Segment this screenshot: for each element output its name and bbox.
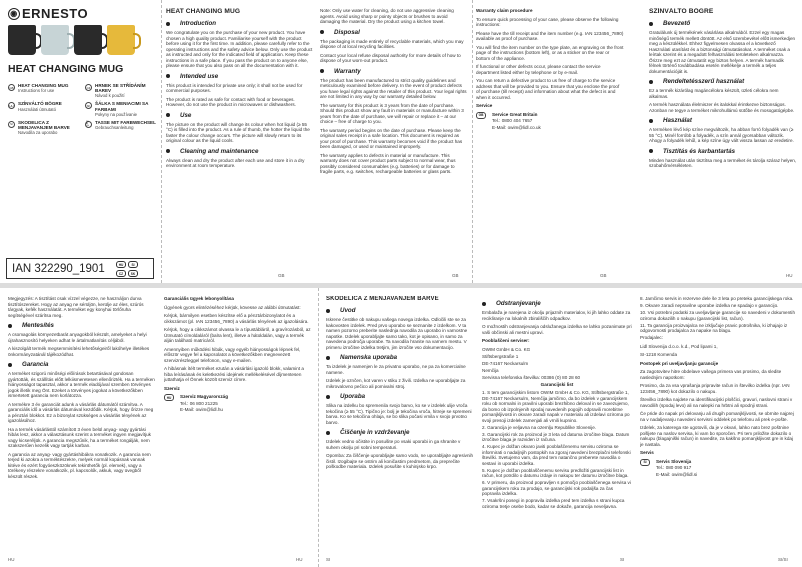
bullet-icon [649,22,653,26]
section-heading: Use [180,111,192,119]
si-claim-text-3: Številko izdelka najdete na identifikacijski ploščici, gravuri, naslovni strani v navodilih (spodaj levo) ali na nalepki na hrbtni ali spodnji strani. [640,397,793,408]
gb-claim-text-1: To ensure quick processing of your case, please observe the following instructions: [476,16,619,27]
list-item: 5. Kupec je dolžan pooblaščenemu servisu predložiti garancijski list in račun, kot potrdilo o datumu izdaje in nakupu ter datumu izročitve blaga. [482,467,629,478]
hu-warranty-text-4: A garancia az anyag- vagy gyártáshibákra vonatkozik. A garancia nem terjed ki azokra a terméktészekre, melyek normál kopásnak vannak kitéve és ezért fogyóeszközöknek tekinthetők (pl. elemek), vagy a törékeny részekre vonatkozik, pl. kapcsolók, akkuk, vagy üvegből készült részek. [8,451,151,479]
language-name: ŠÁLKA S MENIACIMI SA FARBAMI [95,101,149,112]
si-claim-text-4: Če pride do napak pri delovanju ali drugih pomanjkljivosti, se obrnite najprej na v nadaljevanju navedeni servisni oddelek po telefonu ali prek e-pošte. [640,411,794,422]
service-flag-icon: HU [164,394,174,401]
address-line: Lidl Slovenija d.o.o. k.d., Pod lipami 1, [640,343,718,349]
language-name: SKODELICA Z MENJAVANJEM BARVE [18,119,70,131]
flag-sk-icon: SK [86,103,91,108]
hu-warranty-heading [8,361,156,368]
si-service-block [640,459,796,479]
page-spread-back [0,288,802,567]
gb-intro-text: We congratulate you on the purchase of your new product. You have chosen a high quality product. Familiarise yourself with the product before using it for the first time. In addition, please carefully refer to the operating instructions and the safety advice below. Only use the product as instructed and only for the indicated field of application. Keep these instructions in a safe place. If you pass the product on to anyone else, please ensure that you also pass on all the documentation with it. [166,30,313,68]
si-intro-text: Iskrene čestitke ob nakupu vašega novega izdelka. Odločili ste se za kakovosten izdelek. Pred prvo uporabo se seznanite z izdelkom. V ta namen pozorno preberite naslednja navodila za uporabo in varnostne napotke. Izdelek uporabljajte samo tako, kot je opisano, in samo za navedena področja uporabe. Ta navodila hranite na varnem mestu. V primeru izročitve izdelka tretjim, jim izročite vso dokumentacijo. [326,317,468,350]
hu-column-1 [649,8,797,270]
bullet-icon [649,119,653,123]
si-intro-heading [326,307,474,314]
si-claim-text-1: Za zagotovitev hitre obdelave vašega primera vas prosimo, da sledite naslednjim napotkom: [640,369,782,380]
si-column-1 [326,296,474,554]
si-disposal-text-1: Embalaža je narejena iz okolju prijaznih materialov, ki jih lahko oddate za recikliranje na lokalnih zbirališčih odpadkov. [482,310,631,321]
si-warranty-list-cont [640,296,796,334]
bullet-icon [166,22,170,26]
service-name: Service Great Britain [492,111,538,117]
product-image [8,25,156,55]
list-item: 8. Jamčimo servis in rezervne dele še 3 leta po preteku garancijskega roka. [640,296,794,301]
page-footer: GB [600,273,607,278]
hu-disposal-text-2: A kiszolgált termék megsemmisítési lehetőségeiről lakóhelye illetékes önkormányzatánál tájékozódhat. [8,346,150,357]
gb-warranty-text-2: The warranty for this product is 3 years from the date of purchase. Should this product show any fault in materials or manufacture within 3 years from the date of purchase, we will repair or replace it – at our choice – free of charge to you. [320,102,464,124]
hu-use-text-1: Ez a termék kizárólag magáncélokra készült, üzleti célokra nem alkalmas. [649,88,779,99]
gb-claim-heading: Warranty claim procedure [476,8,533,13]
brand-logo-icon: ◉ [8,8,20,20]
bullet-icon [649,80,653,84]
list-item: 3. Garancijski rok za proizvod je 3 leta od datuma izročitve blaga. Datum izročitve blaga je razviden iz računa. [482,431,630,442]
service-name: Servis Slovenija [656,458,692,464]
si-use-text-1: Ta izdelek je namenjen le za privatno uporabo, ne pa za komercialne namene. [326,364,466,375]
service-phone: Tel.: 080 090 917 [656,465,692,470]
si-warranty-list [482,390,632,509]
mug-yellow-icon [107,25,135,55]
gb-warranty-text-1: The product has been manufactured to strict quality guidelines and meticulously examined before delivery. In the event of product defects you have legal rights against the retailer of this product. Your legal rights are not limited in any way by our warranty detailed below. [320,77,467,99]
bullet-icon [166,149,170,153]
section-heading: Használat [663,117,692,124]
gb-service-heading: Service [476,103,493,108]
si-maker-phone: Servisna telefonska številka: 00386 (0) 80 28 60 [482,374,581,380]
list-item: 1. S tem garancijskim listom OWIM GmbH & Co. KG, Stiftsbergstraße 1, DE-74167 Neckarsulm, Nemčija jamčimo, da bo izdelek v garancijskem roku ob normalni in pravilni uporabi brezhibno deloval in se zavezujemo, da bomo ob izpolnjenih spodaj navedenih pogojih odpravili morebitne pomanjkljivosti in okvare zaradi napak v materialu ali izdelavi oziroma po svoji presoji izdelek zamenjali ali vrnili kupnino. [482,390,630,423]
hu-warranty-text-2: A termékre 3 év garanciát adunk a vásárlás dátumától számítva. A garanciális idő a vásárlás dátumával kezdődik. Kérjük, hogy őrizze meg a pénztári blokkot. Ez a bizonylat szükséges a vásárlás tényének az igazolásához. [8,401,154,423]
page-footer: SI [620,557,625,562]
hu-intro-text: Gratulálunk új termékének vásárlása alkalmából. Ezzel egy magas minőségű termék mellett döntött. Az első üzembevétel előtt ismerkedjen meg a készülékkel. Ehhez figyelmesen olvassa el a következő Használati utasítást és a biztonsági útmutatásokat. A terméket csak a leírtak szerint és a megadott felhasználási területeken alkalmazza. Őrizze meg ezt az útmutatót egy biztos helyen. A termék harmadik félnek történő továbbadása esetén mellékelje a termék a teljes dokumentációját is. [649,30,796,74]
si-use2-text: Slika na izdelku bo spremenila svojo barvo, ko se v izdelek ulije vroča tekočina (≥ 55 °C). Tipično je: bolj je tekočina vroča, hitreje se spremeni barva. Ko se tekočina ohlaja, se bo slika počasi vrnila v svojo prvotno barvo. [326,403,472,425]
mug-black-2-icon [74,25,102,55]
section-heading: Namenska uporaba [340,354,398,361]
gb-claim-text-3: You will find the item number on the type plate, an engraving on the front page of the instructions (bottom left), or as a sticker on the rear or bottom of the appliance. [476,44,624,61]
section-heading: Bevezető [663,20,691,27]
language-name: SZÍNVÁLTÓ BÖGRE [18,101,62,107]
hu-cert-text-2: Kérjük, bármilyen esetben készítse elő a pénztárbizonylatot és a cikkszámot (pl. IAN 123456_7890) a vásárlás tényének az igazolására. [164,313,309,324]
page-footer: HU [8,557,15,562]
bullet-icon [8,324,12,328]
si-service-heading: Servis [640,450,654,455]
hu-cert-text-3: Kérjük, hogy a cikkszámot olvassa le a típustábláról, a gravírozásból, az Útmutató címoldaláról (balra lent), illetve a hátoldalán, vagy a termék alján található matricáról. [164,327,311,343]
si-seller-heading: Prodajalec: [640,335,663,340]
flag-cz-icon: CZ [86,85,91,90]
hu-clean-text: Minden használat után tisztítsa meg a terméket és tárolja száraz helyen, szobahőmérsékleten. [649,157,797,168]
page-spread-front [0,0,802,283]
page-footer: SI [326,557,331,562]
gb-disposal-text-2: Contact your local refuse disposal authority for more details of how to dispose of your worn-out product. [320,52,461,63]
language-item [8,83,79,98]
page-footer: HU [786,273,793,278]
section-heading: Uvod [340,307,356,314]
gb-claim-text-5: You can return a defective product to us free of charge to the service address that will be provided to you. Ensure that you enclose the proof of purchase (till receipt) and information about what the defect is and when it occurred. [476,78,620,100]
language-list [8,83,156,135]
bullet-icon [326,309,330,313]
hu-note-text: Megjegyzés: A tisztítást csak vízzel végezze, ne használjon durva tisztítószereket. Hogy az anyag ne sérüljön, kerülje az éles, szúrós tárgyak, kefék használatát. A terméket egy konyhai törlőruha segítségével szárítsa meg. [8,296,144,318]
badge-hu: HU [116,261,126,268]
bullet-icon [8,363,12,367]
list-item: 9. Okvare zaradi nepravilne uporabe izdelka ne spadajo v garancijo. [640,303,779,308]
bullet-icon [649,149,653,153]
hu-column-2 [8,296,156,554]
address-line: SI-1218 Komenda [640,352,678,357]
service-email[interactable]: E-Mail: owim@lidl.hu [180,407,223,412]
language-desc: Gebrauchsanleitung [95,125,134,131]
section-heading: Introduction [180,20,217,27]
language-item [8,120,79,135]
si-maker-heading: Pooblaščeni serviser: [482,338,530,343]
section-heading: Tisztítás és karbantartás [663,147,736,155]
service-name: Szerviz Magyarország [180,394,228,399]
bullet-icon [166,74,170,78]
list-item: 2. Garancija je veljavna na ozemlju Republike Slovenije. [482,424,597,430]
service-email[interactable]: E-Mail: owim@lidl.si [656,471,698,477]
gb-use-text-1: This product is intended for private use only; it shall not be used for commercial purposes. [166,82,303,93]
section-heading: Odstranjevanje [496,300,541,307]
language-name: TASSE MIT FARBWECHSEL [95,119,156,125]
section-heading: Garancia [22,361,49,368]
language-name: HRNEK SE STŘÍDÁNÍM BAREV [95,83,146,94]
page-divider [161,0,162,283]
si-maker-address [482,347,632,381]
gb-column-2 [320,8,468,270]
si-use-text-2: Izdelek je oznčen, kot varen v stiku z živili. Izdelka ne uporabljajte za mikrovalovno pečico ali pomivalni stroj. [326,378,466,389]
hu-intro-heading [649,20,797,27]
si-clean-heading [326,429,474,436]
service-email[interactable]: E-Mail: owim@lidl.co.uk [492,124,541,130]
hu-title: SZÍNVÁLTÓ BÖGRE [649,8,714,15]
si-column-2 [482,296,632,554]
gb-warranty-heading [320,68,468,75]
si-title: SKODELICA Z MENJAVANJEM BARVE [326,296,439,302]
hu-column-3 [164,296,312,554]
list-item: 11. Ta garancija proizvajalca ne izključuje pravic potrošnika, ki izhajajo iz odgovornosti prodajalca za napake na blagu. [640,322,788,333]
section-heading: Uporaba [340,393,366,400]
si-warranty-heading: Garancijski list [540,381,574,387]
gb-warranty-text-3: The warranty period begins on the date of purchase. Please keep the original sales receipt in a safe location. This document is required as your proof of purchase. This warranty becomes void if the product has been damaged, or used or maintained improperly. [320,127,463,149]
si-use-heading [326,354,474,361]
list-item: 4. Kupec je dolžan okvaro javiti pooblaščenemu servisu oziroma se informirati o nadaljnjih postopkih na zgoraj navedeni brezplačni telefonski številki. Svetujemo vam, da pred tem natančno preberete navodila o sestavi in uporabi izdelka. [482,444,631,466]
language-desc: Navodila za uporabo [18,130,58,136]
hu-cert-text-4: Amennyiben működési hibák, vagy egyéb hiányosságok lépnek fel, először vegye fel a kapcsolatot a következőkben megnevezett szervizrészleggel telefonon, vagy e-mailen. [164,346,301,363]
bullet-icon [320,69,324,73]
address-line: DE-74167 Neckarsulm [482,360,529,366]
hu-clean-heading [649,148,797,155]
brand-name: ERNESTO [22,6,89,21]
flag-hu-icon: HU [9,103,14,108]
bullet-icon [326,431,330,435]
service-flag-icon: SI [640,459,650,466]
flag-gb-icon: GB [9,85,14,90]
service-phone: Tel.: 0800 404 7657 [492,118,533,123]
hu-service-block [164,394,312,414]
hu-cert-heading: Garanciális ügyek lebonyolítása [164,296,234,301]
badge-sk: SK [128,270,138,277]
section-heading: Warranty [334,67,361,75]
brand-logo [8,6,156,21]
page-footer: SI/SI [778,557,788,562]
bullet-icon [166,113,170,117]
si-claim-heading: Postopek pri uveljavljanju garancije [640,360,719,366]
hu-warranty-text-3: Ha a termék vásárlástól számított 3 éven belül anyag- vagy gyártási hibás lesz, akkor a választásunk szerint a terméket ingyen megjavítjuk vagy kicseréljük. A garancia megszűnik, ha a terméket rongálják, nem szakszerűen kezelik vagy tartják karban. [8,426,151,448]
gb-warranty-text-4: The warranty applies to defects in material or manufacture. This warranty does not cover product parts subject to normal wear, thus possibly considered consumables (e.g. batteries) or for damage to fragile parts, e.g. switches, rechargeable batteries or glass parts. [320,152,456,174]
gb-use-text-2: The product is rated as safe for contact with food or beverages. However, do not use the product in microwaves or dishwashers. [166,96,296,107]
badge-cz: CZ [116,270,126,277]
cover-panel [8,6,156,256]
cover-title: HEAT CHANGING MUG [8,63,124,75]
address-line: Stiftsbergstraße 1 [482,353,519,359]
si-disposal-text-2: O možnostih odstranjevanja odslužanega izdelka se lahko pozanimate pri vaši občinski ali mestni upravi. [482,324,632,335]
gb-use-heading [166,73,314,80]
section-heading: Cleaning and maintenance [180,147,259,155]
bullet-icon [482,302,486,306]
language-item [8,101,79,116]
hu-use2-heading [649,117,797,124]
service-flag-icon: GB [476,112,486,119]
list-item: 7. Vsakršni posegi in popravila izdelka pred tem izdelka s strani kupca oziroma tretje osebe bodo, kadar se dokaže, garancija neveljavna. [482,498,625,509]
page-footer: HU [296,557,303,562]
si-claim-text-2: Prosimo, da za vsa vprašanja pripravite račun in številko izdelka (npr. IAN 123456_7890) kot dokazilo o nakupu. [640,383,790,394]
ian-number: IAN 322290_1901 [6,258,154,279]
si-disposal-heading [482,300,632,307]
hu-use-text-2: A termék használata élelmiszer és italokkal érintkezve biztonságos. Azonban ne tegye a terméket mikrohullámú sütőbe és mosogatógépbe. [649,102,795,113]
hu-service-heading: Szerviz [164,385,180,391]
page-footer: GB [278,273,285,278]
language-item [85,83,156,98]
hu-use-heading [649,78,797,85]
hu-disposal-text-1: A csomagolás környezetbarát anyagokból készült, amelyeket a helyi újrahasznosító helyeken adhat le ártalmatlanítás céljából. [8,332,147,343]
language-desc: Pokyny na používanie [95,111,138,117]
section-heading: Mentesítés [22,322,54,329]
gb-column-3 [476,8,624,270]
section-heading: Intended use [180,72,219,80]
page-divider [318,288,319,567]
language-desc: Návod k použití [95,93,125,99]
language-name: HEAT CHANGING MUG [18,83,69,88]
badge-si: SI [128,261,138,268]
page-divider [472,0,473,283]
si-clean-text: Izdelek vedno očistite in posušite po vsaki uporabi in ga shranite v suhem okolju pri sobni temperaturi. [326,439,461,450]
country-badges [116,261,138,277]
hu-cert-text-1: Ügyének gyors elintézéséhez kérjük, kövesse az alábbi útmutatást: [164,304,301,310]
gb-note-text: Note: Only use water for cleaning, do not use aggressive cleaning agents. Avoid using sharp or pointy objects or brushes to avoid damaging the material. Dry the product using a kitchen towel. [320,8,454,24]
gb-use2-heading [166,112,314,119]
language-item [85,120,156,135]
si-column-3 [640,296,796,554]
si-use2-heading [326,393,474,400]
gb-disposal-heading [320,29,468,36]
section-heading: Disposal [334,28,360,36]
gb-claim-text-2: Please have the till receipt and the item number (e.g. IAN 123456_7890) available as proof of purchase. [476,30,624,41]
gb-intro-heading [166,20,314,27]
si-claim-text-5: Izdelek, za katerega ste ugotovili, da je v okvari, lahko nato brez poštnine pošljete na naslov servisa, ki vam bo sporočen. Pri tem priložite dokazilo o nakupu (blagajniški račun) in navedite, za kakšno pomanjkljivost gre in kdaj je nastala. [640,425,793,447]
hu-disposal-heading [8,322,156,329]
gb-title: HEAT CHANGING MUG [166,8,241,15]
hu-cert-text-5: A hibásnak ítélt terméket ezután a vásárlási igazoló blokk, valamint a hiba leírásának és keletkezési idejének mellékelésével díjmentesen juttathatja el Önnek közölt szerviz címre. [164,366,304,382]
si-note-text: Opomba: Za čiščenje uporabljajte samo vodo, ne uporabljajte agresivnih čistil. Izogibajte se ostrim ali koničastim predmetom, da preprečite poškodbe materiala. Izdelek posušite s kuhinjsko krpo. [326,453,474,469]
bullet-icon [320,30,324,34]
list-item: 6. V primeru, da proizvod popravljen s pomočjo pooblaščenega servisa vi garancijskem roku za prodajo, se garancijski rok podaljša za čas popravila izdelka. [482,480,631,496]
language-item [85,101,156,116]
address-line: OWIM GmbH & Co. KG [482,346,531,352]
gb-use2-text: The picture on the product will change its colour when hot liquid (≥ 55 °C) is filled into the product. As a rule of thumb, the hotter the liquid the faster the colour change occurs. The picture will slowly return to its original colour as the liquid cools. [166,121,310,143]
flag-si-icon: SI [8,121,15,128]
page-footer: GB [452,273,459,278]
gb-disposal-text-1: The packaging is made entirely of recyclable materials, which you may dispose of at local recycling facilities. [320,38,464,49]
hu-warranty-text-1: A terméket szigorú minőségi előírások betartásával gondosan gyártották, és szállítás előtt lelkiismeretesen ellenőrizték. Ha a terméken hiányosságot tapasztal, akkor a termék eladójával szemben törvényes jogok illetik meg Önt. Ezeket a törvényes jogokat a következőkben ismertetett garancia nem korlátozza. [8,371,155,398]
flag-de-at-ch-icon: DE AT CH [85,121,92,128]
gb-clean-text: Always clean and dry the product after each use and store it in a dry environment at room temperature. [166,157,305,168]
mug-black-icon [8,25,36,55]
hu-use2-text: A terméken lévő kép színe megváltozik, ha abban forró folyadék van (≥ 55 °C). Minél forróbb a folyadék, a szín annál gyorsabban változik. Ahogy a folyadék lehűl, a kép színe úgy vált vissza lassan az eredetire. [649,127,794,143]
gb-service-block [476,112,624,132]
mug-white-icon [41,25,69,55]
list-item: 10. Vsi potrebni podatki za uveljavljanje garancije so navedeni v dokumentih oziroma dokazilih o nakupu (garancijski list, račun). [640,310,796,321]
section-heading: Rendeltetésszerű használat [663,78,745,85]
language-desc: Használati útmutató [18,106,56,112]
gb-clean-heading [166,148,314,155]
address-line: Nemčija [482,367,499,373]
language-desc: Instructions for use [18,88,55,94]
bullet-icon [326,395,330,399]
bullet-icon [326,356,330,360]
gb-column-1 [166,8,314,270]
section-heading: Čiščenje in vzdrževanje [340,429,410,436]
gb-claim-text-4: If functional or other defects occur, please contact the service department listed either by telephone or by e-mail. [476,64,601,75]
service-phone: Tel.: 06 800 21225 [180,400,218,406]
